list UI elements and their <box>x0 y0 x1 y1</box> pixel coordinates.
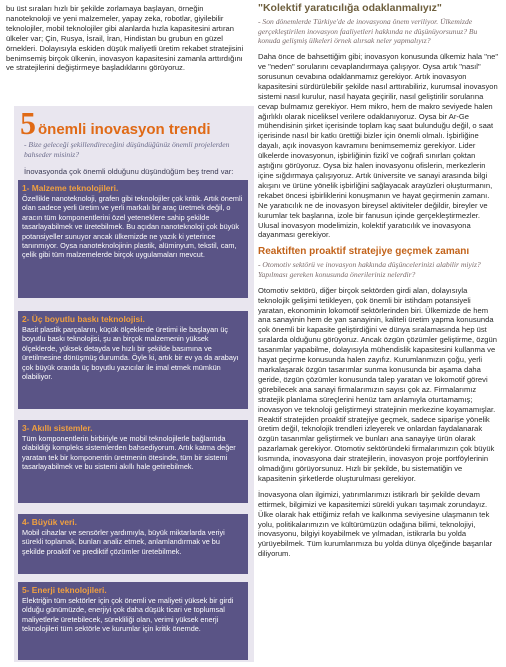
trends-question: - Bize geleceği şekillendireceğini düşündüğünüz önemli projelerden bahseder misiniz? <box>24 140 230 159</box>
trend-text: Basit plastik parçaların, küçük ölçeklerde üretimi ile başlayan üç boyutlu baskı teknolojisi, şu an birçok malzemenin yüksek ölçeklerde, yüksek detayda ve hızlı bir şekilde basımına ve üretilmesine dönüşmüş durumda. Öyle ki, artık bir ev ya da arabayı çok büyük oranda üç boyutlu yazıcılar ile imal etmek mümkün olabiliyor. <box>22 325 239 382</box>
intro-paragraph: bu üst sıraları hızlı bir şekilde zorlamaya başlayan, örneğin nanoteknoloji ve yeni malzemeler, yapay zeka, robotlar, giyilebilir teknolojiler, mobil teknolojiler gibi alanlarda hızla kapasitesini artıran ülkeler var; Çin, Rusya, İsrail, İran, Hindistan bu grubun en güzel örnekleri. Dolayısıyla eskiden düşük maliyetli üretim rekabet stratejisini benimsemiş birçok ülkenin, inovasyon kapasitesini zamanla arttırdığını ve stratejilerini değiştirmeye başladıklarını görüyoruz. <box>6 4 244 73</box>
trends-title: önemli inovasyon trendi <box>38 121 211 138</box>
trends-lead: İnovasyonda çok önemli olduğunu düşündüğüm beş trend var: <box>24 167 234 176</box>
trend-item-big-data <box>18 514 248 574</box>
trend-heading: 4- Büyük veri. <box>22 517 77 527</box>
trend-item-materials <box>18 180 248 298</box>
section-title-proactive: Reaktiften proaktif stratejiye geçmek zamanı <box>258 246 470 258</box>
trend-text: Tüm komponentlerin birbiriyle ve mobil teknolojilerle bağlantıda olabildiği kompleks sistemlerden bahsediyorum. Artık katma değer yaratan tek bir komponentin üretmenin ötesinde, tüm bir sistemi tasarlayabilmek ve bu sistemi akıllı hale getirebilmek. <box>22 434 236 472</box>
trend-text: Özellikle nanoteknoloji, grafen gibi teknolojiler çok kritik. Artık önemli olan sadece yerli üretim ve yerli markalı bir araç üretmek değil, o aracın tüm komponentlerini özel yeteneklere sahip şekilde tasarlayabilmek ve üretebilmek. Bu açıdan nanoteknoloji çok büyük potansiyeller sunuyor ancak ülkemizde ne yazık ki yeterince tanınmıyor. Oysa nanoteknolojinin plastik, alüminyum, tekstil, cam, çelik gibi tüm malzemelerde birçok uygulamaları mevcut. <box>22 194 243 260</box>
trend-item-3d-printing <box>18 311 248 409</box>
trends-number: 5 <box>20 105 36 141</box>
answer-paragraph-3: İnovasyona olan ilgimizi, yatırımlarımızı istikrarlı bir şekilde devam ettirmek, bilgimizi ve kapasitemizi sürekli yukarı taşımak zorundayız. Ülke olarak hak ettiğimiz refah ve kalkınma seviyesine ulaşmanın tek yolu, politikalarımızın ve kültürümüzün odağına bilimi, teknolojiyi, inovasyonu, bilgiyi koyabilmek ve yılmadan, istikrarla bu yolda yürüyebilmek. Tüm kurumlarımıza bu yolda dünya ölçeğinde başarılar diliyorum. <box>258 489 493 559</box>
trend-heading: 1- Malzeme teknolojileri. <box>22 183 119 193</box>
trend-item-energy <box>18 582 248 660</box>
trend-item-smart-systems <box>18 420 248 503</box>
answer-paragraph-2: Otomotiv sektörü, diğer birçok sektörden girdi alan, dolayısıyla teknolojik gelişimi tetikleyen, çok önemli bir istihdam potansiyeli yaratan, ekonominin lokomotif sektörlerinden biri. Ülkemizde de hem ana sanayinin hem de yan sanayinin, kaliteli üretim yapma konusunda çok önemli bir kapasite geliştirdiğini ve dünya sıralamasında hep üst sıralarda olduğunu görüyoruz. Ancak özgün çözümler geliştirme, özgün tasarımlar yapabilme, dolayısıyla mühendislik kapasitesini kullanma ve hayat geçirme konusunda halen zayıfız. Kurumlarımızın çoğu, yerli markalaşarak özgün tasarımlar sunma konusunda bir aşama daha geride, özgün çözümler konusunda talep yaratan ve lokomotif görevi görebilecek ana sanayi firmalarımızın sayısı çok az. Firmalarımız stratejik planlama süreçlerini henüz tam anlamıyla oturtamamış; inovasyon ve teknoloji geliştirmeyi stratejinin merkezine koyamamışlar. Reaktif stratejiden proaktif stratejiye geçmek, sadece siparişe yönelik üretim değil, teknolojik trendleri izleyerek ve onlardan faydalanarak özgün tasarımlar geliştirmek ve bunları ana sanayiye ürün olarak pazarlamak gerekiyor. Otomotiv sektöründeki firmalarımızın çok büyük kısmında, inovasyona dair stratejilerin, inovasyon proje portföylerinin olmadığını görüyorsunuz. Hızlı bir şekilde, bu sistematiğin ve kapasitenin şirketlerde oluşturulması gerekiyor. <box>258 285 497 483</box>
section-title-collective: "Kolektif yaratıcılığa odaklanmalıyız" <box>258 2 442 14</box>
trends-box-title <box>20 105 211 141</box>
trend-heading: 3- Akıllı sistemler. <box>22 423 93 433</box>
trend-heading: 5- Enerji teknolojileri. <box>22 585 107 595</box>
right-column <box>258 2 500 559</box>
interview-question-1: - Son dönemlerde Türkiye'de de inovasyona önem veriliyor. Ülkemizde gerçekleştirilen inovasyon faaliyetleri hakkında ne düşünüyorsunuz? Bu konuda gelişmiş ülkeleri örnek alırsak neler yapmalıyız? <box>258 17 478 46</box>
answer-paragraph-1: Daha önce de bahsettiğim gibi; inovasyon konusunda ülkemiz hala "ne" ve "neden" sorularını cevaplandırmaya çalışıyor. Oysa artık "nasıl" sorusunun cevabına odaklanmamız gerekiyor. Artık inovasyon kapasitesini sürdürülebilir şekilde nasıl arttırabiliriz, kurumsal inovasyon sistemi nasıl kurulur, nasıl hayata geçirilir, nasıl geliştirilir sorularına cevap bulmamız gerekiyor. Hem mikro, hem de makro seviyede halen ağırlıklı olarak niceliksel verilere odaklanıyoruz. Oysa bir Ar-Ge mühendisinin şirket içerisinde toplam kaç saat bulunduğu değil, o saat içerisinde nasıl bir katkı ürettiği bizler için önemli olmalı. İşbirliğine dayalı, açık inovasyon kavramını benimsememiz gerekiyor. Lider ülkelerde inovasyonun, işbirliğinin fizikî ve coğrafi sınırları çoktan aştığını görüyoruz. Oysa biz halen inovasyonu ofislerin, merkezlerin içine sığdırmaya çalışıyoruz. Artık üniversite ve sanayi arasında bilgi akışını ve ürüne yönelik işbirliğini sağlayacak arayüzleri oluşturmanın, rekabet öncesi işbirliklerini konuşmanın ve hayat geçirmenin zamanı. Ne yaratıcılık ne de inovasyon bireysel aktiviteler değildir, bireyler ve kurumlar tek başlarına, izole bir fanusun içinde gerçekleştirmezler. Ulusal inovasyon modelimizin, kolektif yaratıcılık ve inovasyona dayanması gerekiyor. <box>258 52 499 240</box>
trend-text: Elektriğin tüm sektörler için çok önemli ve maliyeti yüksek bir girdi olduğu günümüzde, enerjiyi çok daha düşük ticari ve toplumsal maliyetlerle üretebilecek, sürekliliği olan, verimi yüksek enerji teknolojileri tüm sektörle ve kurumlar için kritik önemde. <box>22 596 234 634</box>
trend-text: Mobil cihazlar ve sensörler yardımıyla, büyük miktarlarda veriyi sürekli toplamak, bunları analiz etmek, anlamlandırmak ve bu şekilde proaktif ve prediktif çözümler üretebilmek. <box>22 528 225 556</box>
interview-question-2: - Otomotiv sektörü ve inovasyon hakkında düşüncelerinizi alabilir miyiz? Yapılması gereken konusunda önerileriniz nelerdir? <box>258 260 481 280</box>
trend-heading: 2- Üç boyutlu baskı teknolojisi. <box>22 314 145 324</box>
left-column <box>6 4 248 73</box>
